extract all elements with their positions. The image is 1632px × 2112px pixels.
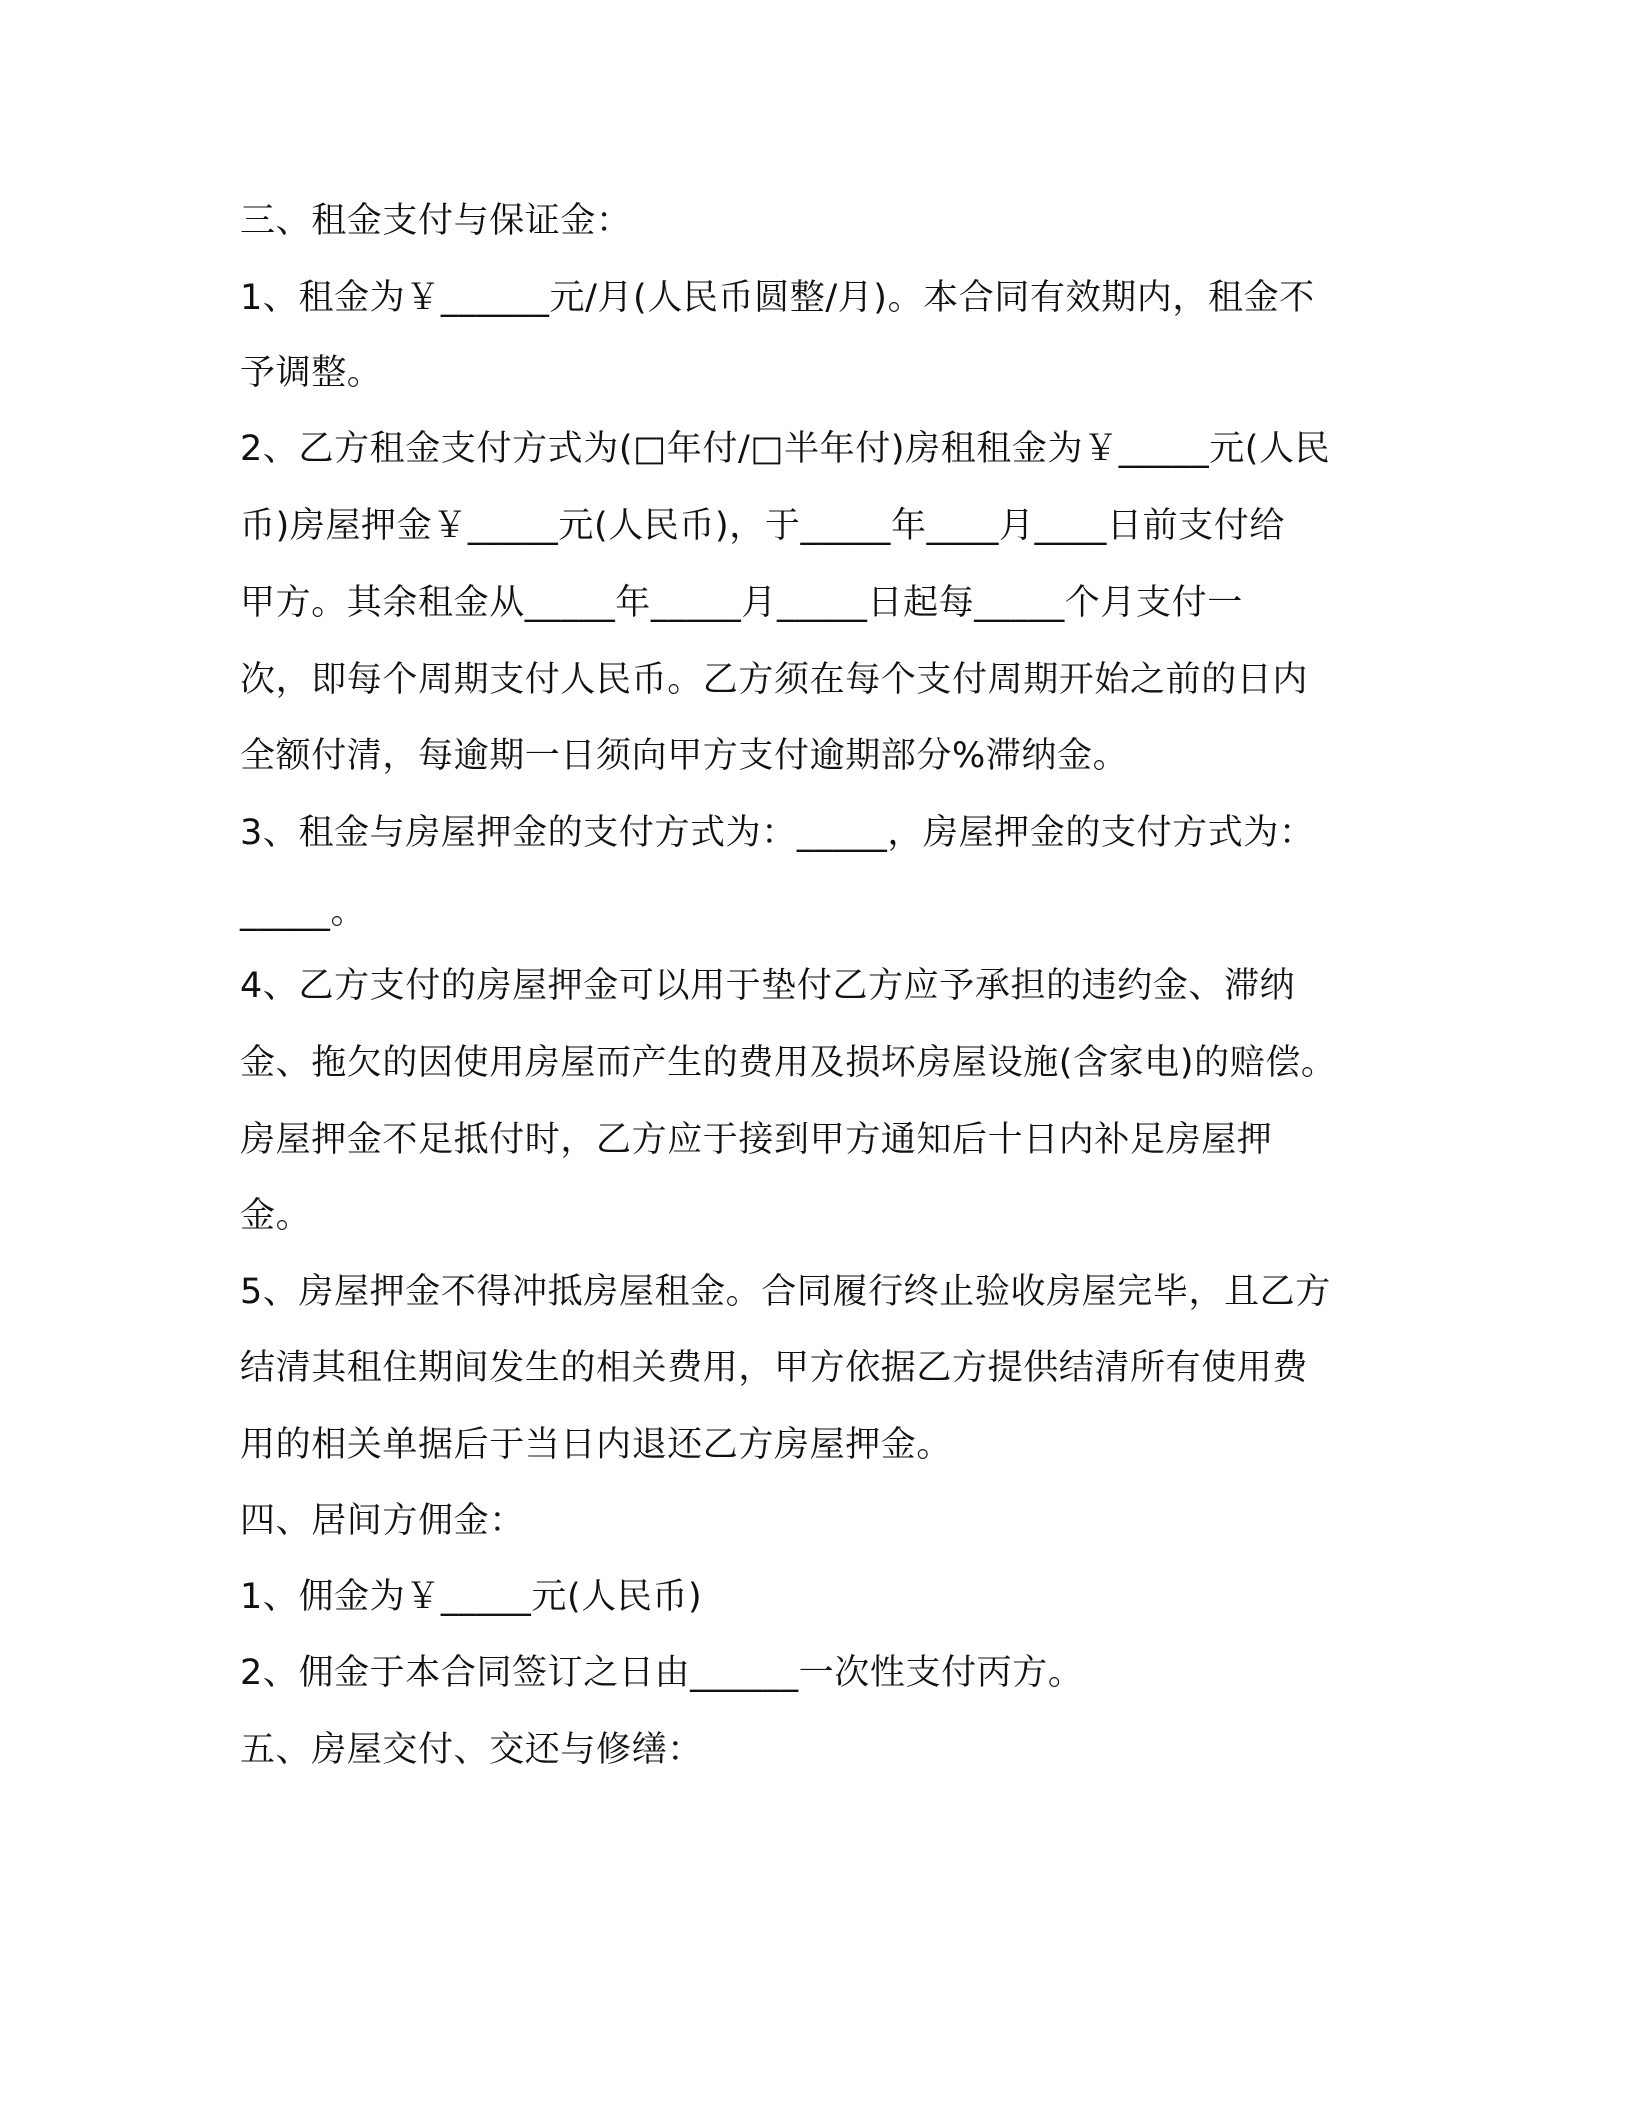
clause-3-deposit-method-cont: _____。 (240, 892, 367, 932)
clause-2-payment-method-cont-1: 币)房屋押金￥_____元(人民币)，于_____年____月____日前支付给 (240, 506, 1285, 546)
clause-2-commission-payment: 2、佣金于本合同签订之日由______一次性支付丙方。 (240, 1653, 1084, 1693)
clause-2-payment-method-cont-3: 次，即每个周期支付人民币。乙方须在每个支付周期开始之前的日内 (240, 660, 1309, 700)
section-heading-rent-payment: 三、租金支付与保证金： (240, 201, 632, 241)
clause-2-payment-method: 2、乙方租金支付方式为(□年付/□半年付)房租租金为￥_____元(人民 (240, 429, 1331, 469)
clause-1-rent-amount: 1、租金为￥______元/月(人民币圆整/月)。本合同有效期内，租金不 (240, 278, 1315, 318)
clause-5-deposit-refund: 5、房屋押金不得冲抵房屋租金。合同履行终止验收房屋完毕，且乙方 (240, 1272, 1331, 1312)
clause-5-deposit-refund-cont-2: 用的相关单据后于当日内退还乙方房屋押金。 (240, 1425, 953, 1465)
clause-1-commission-amount: 1、佣金为￥_____元(人民币) (240, 1577, 703, 1617)
section-heading-handover-repair: 五、房屋交付、交还与修缮： (240, 1730, 703, 1770)
clause-3-deposit-method: 3、租金与房屋押金的支付方式为：_____，房屋押金的支付方式为： (240, 813, 1315, 853)
clause-2-payment-method-cont-2: 甲方。其余租金从_____年_____月_____日起每_____个月支付一 (240, 583, 1243, 623)
clause-4-deposit-use-cont-3: 金。 (240, 1196, 312, 1236)
clause-1-rent-amount-cont: 予调整。 (240, 353, 383, 393)
clause-5-deposit-refund-cont-1: 结清其租住期间发生的相关费用，甲方依据乙方提供结清所有使用费 (240, 1348, 1309, 1388)
clause-4-deposit-use-cont-2: 房屋押金不足抵付时，乙方应于接到甲方通知后十日内补足房屋押 (240, 1120, 1273, 1160)
section-heading-commission: 四、居间方佣金： (240, 1501, 525, 1541)
clause-4-deposit-use: 4、乙方支付的房屋押金可以用于垫付乙方应予承担的违约金、滞纳 (240, 966, 1296, 1006)
clause-4-deposit-use-cont-1: 金、拖欠的因使用房屋而产生的费用及损坏房屋设施(含家电)的赔偿。 (240, 1043, 1337, 1083)
clause-2-payment-method-cont-4: 全额付清，每逾期一日须向甲方支付逾期部分%滞纳金。 (240, 736, 1129, 776)
